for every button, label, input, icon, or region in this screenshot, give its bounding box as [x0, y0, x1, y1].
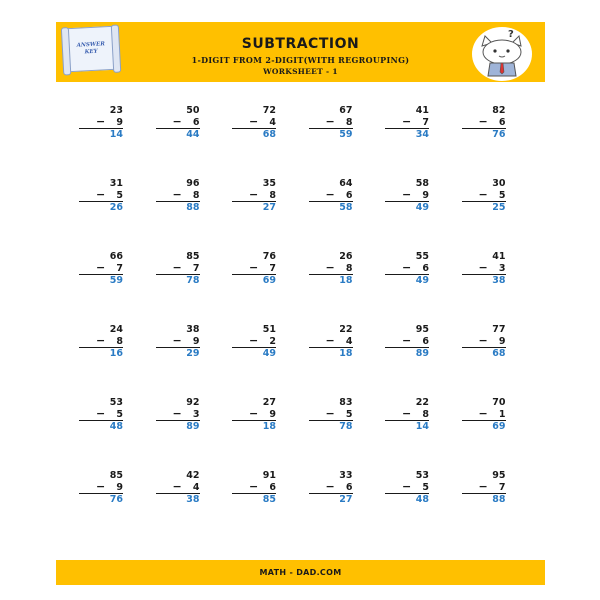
answer: 88 [492, 494, 506, 505]
minuend: 96 [186, 178, 200, 189]
cat-thinking-icon [468, 24, 538, 82]
subtraction-problem [79, 178, 123, 214]
subtrahend: 3 [498, 263, 506, 274]
subtraction-problem [156, 105, 200, 141]
answer: 89 [415, 348, 429, 359]
minuend: 33 [339, 470, 353, 481]
subtrahend: 1 [498, 409, 506, 420]
svg-text:?: ? [508, 29, 514, 40]
minus-sign: − [478, 407, 488, 420]
minuend: 77 [492, 324, 506, 335]
minuend: 31 [109, 178, 123, 189]
minuend: 76 [262, 251, 276, 262]
minus-sign: − [172, 115, 182, 128]
minus-sign: − [478, 261, 488, 274]
subtraction-problem [385, 178, 429, 214]
worksheet-subtitle: 1-DIGIT FROM 2-DIGIT(WITH REGROUPING) [191, 55, 410, 65]
minus-sign: − [249, 188, 259, 201]
minus-sign: − [172, 334, 182, 347]
subtraction-problem [79, 105, 123, 141]
minus-sign: − [172, 407, 182, 420]
minus-sign: − [172, 480, 182, 493]
minuend: 55 [415, 251, 429, 262]
subtrahend: 7 [116, 263, 123, 274]
answer: 58 [339, 202, 353, 213]
minuend: 85 [109, 470, 123, 481]
answer: 89 [186, 421, 200, 432]
minuend: 26 [339, 251, 353, 262]
minus-sign: − [249, 334, 259, 347]
minus-sign: − [96, 407, 106, 420]
subtrahend: 5 [498, 190, 506, 201]
minuend: 95 [492, 470, 506, 481]
subtrahend: 9 [192, 336, 200, 347]
subtrahend: 9 [116, 482, 123, 493]
minuend: 30 [492, 178, 506, 189]
subtrahend: 6 [422, 263, 429, 274]
minus-sign: − [402, 334, 412, 347]
subtrahend: 8 [269, 190, 276, 201]
subtraction-problem [156, 470, 200, 506]
answer: 49 [262, 348, 276, 359]
minuend: 51 [262, 324, 276, 335]
worksheet-number: WORKSHEET - 1 [263, 67, 338, 76]
header-banner [56, 22, 545, 82]
answer: 18 [339, 275, 353, 286]
subtrahend: 2 [269, 336, 276, 347]
minus-sign: − [478, 188, 488, 201]
footer-banner [56, 560, 545, 585]
minus-sign: − [402, 480, 412, 493]
answer: 14 [109, 129, 123, 140]
answer: 26 [109, 202, 123, 213]
subtraction-problem [462, 470, 506, 506]
minuend: 85 [186, 251, 200, 262]
subtraction-problem [309, 105, 353, 141]
subtraction-problem [309, 470, 353, 506]
answer: 69 [492, 421, 506, 432]
answer: 29 [186, 348, 200, 359]
answer: 78 [186, 275, 200, 286]
subtrahend: 4 [345, 336, 353, 347]
answer: 59 [339, 129, 353, 140]
subtrahend: 6 [422, 336, 429, 347]
minus-sign: − [402, 188, 412, 201]
answer: 68 [492, 348, 506, 359]
minuend: 42 [186, 470, 200, 481]
subtrahend: 6 [192, 117, 200, 128]
subtraction-problem [156, 324, 200, 360]
subtrahend: 6 [345, 190, 353, 201]
minus-sign: − [249, 115, 259, 128]
answer: 48 [415, 494, 429, 505]
minuend: 72 [262, 105, 276, 116]
subtraction-problem [309, 397, 353, 433]
subtraction-problem [462, 324, 506, 360]
minus-sign: − [325, 188, 335, 201]
answer: 44 [186, 129, 200, 140]
subtrahend: 4 [192, 482, 200, 493]
minuend: 50 [186, 105, 200, 116]
answer: 76 [492, 129, 506, 140]
subtrahend: 9 [116, 117, 123, 128]
minus-sign: − [402, 407, 412, 420]
minus-sign: − [325, 334, 335, 347]
minuend: 38 [186, 324, 200, 335]
subtrahend: 7 [192, 263, 200, 274]
minuend: 23 [109, 105, 123, 116]
answer: 27 [339, 494, 353, 505]
answer: 14 [415, 421, 429, 432]
minuend: 95 [415, 324, 429, 335]
subtrahend: 5 [345, 409, 353, 420]
subtraction-problem [232, 397, 276, 433]
answer: 68 [262, 129, 276, 140]
subtrahend: 4 [269, 117, 276, 128]
minuend: 22 [415, 397, 429, 408]
subtraction-problem [462, 105, 506, 141]
minus-sign: − [96, 188, 106, 201]
subtraction-problem [232, 470, 276, 506]
answer: 49 [415, 202, 429, 213]
minus-sign: − [249, 480, 259, 493]
minus-sign: − [96, 261, 106, 274]
minuend: 83 [339, 397, 353, 408]
subtraction-problem [385, 251, 429, 287]
subtraction-problem [309, 178, 353, 214]
minus-sign: − [249, 407, 259, 420]
subtraction-problem [79, 470, 123, 506]
subtrahend: 7 [498, 482, 506, 493]
answer: 27 [262, 202, 276, 213]
minus-sign: − [325, 261, 335, 274]
subtrahend: 8 [116, 336, 123, 347]
minuend: 82 [492, 105, 506, 116]
subtraction-problem [462, 251, 506, 287]
minuend: 41 [415, 105, 429, 116]
minus-sign: − [325, 115, 335, 128]
answer: 18 [262, 421, 276, 432]
subtraction-problem [79, 397, 123, 433]
subtrahend: 3 [192, 409, 200, 420]
subtraction-problem [385, 324, 429, 360]
minuend: 24 [109, 324, 123, 335]
minuend: 70 [492, 397, 506, 408]
answer: 48 [109, 421, 123, 432]
minuend: 92 [186, 397, 200, 408]
answer: 25 [492, 202, 506, 213]
subtraction-problem [232, 105, 276, 141]
subtraction-problem [232, 324, 276, 360]
minus-sign: − [96, 334, 106, 347]
answer: 59 [109, 275, 123, 286]
minus-sign: − [325, 407, 335, 420]
answer-key-label: ANSWER KEY [76, 41, 106, 56]
subtrahend: 6 [345, 482, 353, 493]
minuend: 91 [262, 470, 276, 481]
subtrahend: 8 [422, 409, 429, 420]
subtrahend: 8 [345, 263, 353, 274]
minus-sign: − [325, 480, 335, 493]
minuend: 67 [339, 105, 353, 116]
minuend: 53 [109, 397, 123, 408]
minus-sign: − [172, 261, 182, 274]
subtrahend: 9 [422, 190, 429, 201]
subtrahend: 8 [192, 190, 200, 201]
minuend: 27 [262, 397, 276, 408]
answer: 34 [415, 129, 429, 140]
subtraction-problem [156, 178, 200, 214]
answer: 16 [109, 348, 123, 359]
answer: 85 [262, 494, 276, 505]
subtraction-problem [232, 178, 276, 214]
subtrahend: 5 [116, 409, 123, 420]
answer: 76 [109, 494, 123, 505]
subtraction-problem [79, 324, 123, 360]
minus-sign: − [478, 115, 488, 128]
answer: 49 [415, 275, 429, 286]
worksheet-title: SUBTRACTION [241, 36, 360, 52]
subtrahend: 6 [269, 482, 276, 493]
minus-sign: − [96, 115, 106, 128]
subtrahend: 8 [345, 117, 353, 128]
subtrahend: 5 [422, 482, 429, 493]
subtraction-problem [232, 251, 276, 287]
subtraction-problem [385, 470, 429, 506]
subtraction-problem [79, 251, 123, 287]
minus-sign: − [402, 115, 412, 128]
subtraction-problem [462, 178, 506, 214]
subtraction-problem [385, 397, 429, 433]
subtrahend: 5 [116, 190, 123, 201]
subtrahend: 7 [422, 117, 429, 128]
subtrahend: 7 [269, 263, 276, 274]
answer: 78 [339, 421, 353, 432]
answer: 38 [492, 275, 506, 286]
minus-sign: − [172, 188, 182, 201]
minus-sign: − [478, 480, 488, 493]
subtraction-problem [156, 397, 200, 433]
minuend: 64 [339, 178, 353, 189]
footer-site-label: MATH - DAD.COM [259, 568, 342, 577]
minuend: 35 [262, 178, 276, 189]
answer: 69 [262, 275, 276, 286]
subtrahend: 9 [498, 336, 506, 347]
subtraction-problem [309, 251, 353, 287]
answer: 88 [186, 202, 200, 213]
subtraction-problem [462, 397, 506, 433]
minuend: 66 [109, 251, 123, 262]
minus-sign: − [478, 334, 488, 347]
subtraction-problem [309, 324, 353, 360]
minuend: 58 [415, 178, 429, 189]
subtraction-problem [385, 105, 429, 141]
subtraction-problem [156, 251, 200, 287]
minuend: 53 [415, 470, 429, 481]
minuend: 22 [339, 324, 353, 335]
answer: 18 [339, 348, 353, 359]
answer: 38 [186, 494, 200, 505]
minus-sign: − [402, 261, 412, 274]
minus-sign: − [249, 261, 259, 274]
problem-grid [79, 105, 529, 506]
minus-sign: − [96, 480, 106, 493]
minuend: 41 [492, 251, 506, 262]
subtrahend: 6 [498, 117, 506, 128]
subtrahend: 9 [269, 409, 276, 420]
